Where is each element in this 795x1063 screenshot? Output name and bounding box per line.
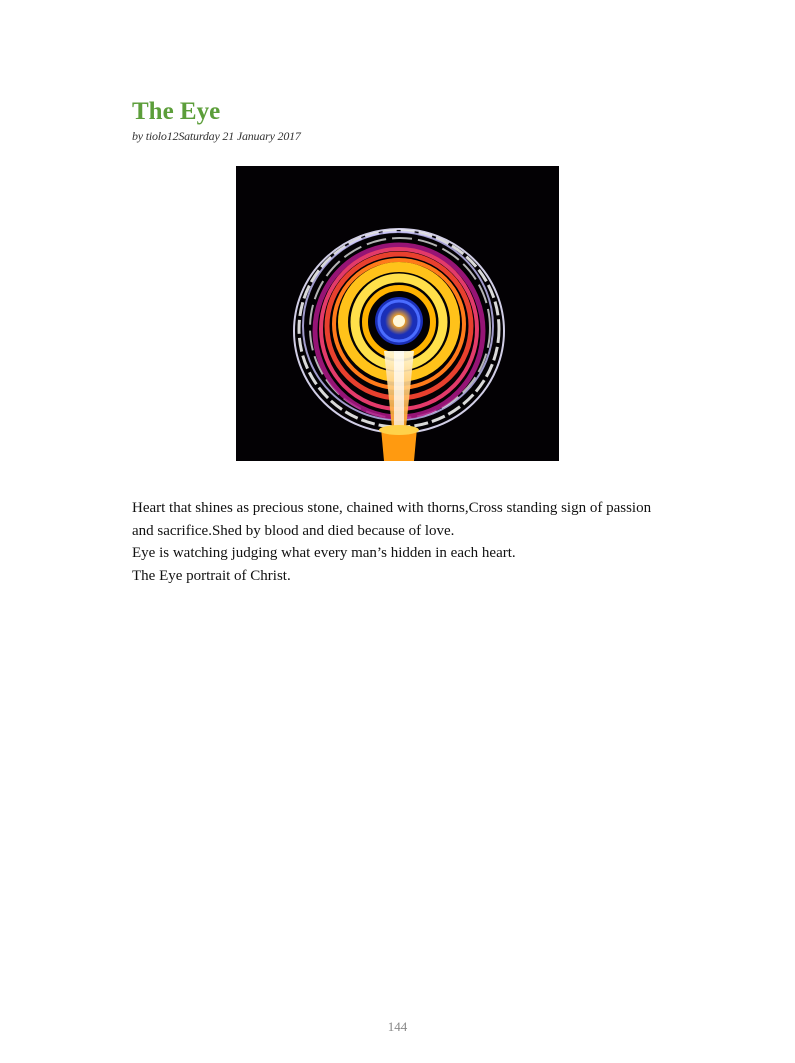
- page-number: 144: [387, 1019, 408, 1034]
- ferris-wheel-light-trails-icon: [236, 166, 559, 461]
- article-photo: [236, 166, 559, 461]
- paragraph: The Eye portrait of Christ.: [132, 567, 291, 584]
- paragraph: Eye is watching judging what every man’s hidden in each heart.: [132, 545, 516, 561]
- article-body: [132, 497, 672, 587]
- paragraph: Heart that shines as precious stone, chained with thorns,Cross standing sign of passion and sacrifice.Shed by blood and died because of love.: [132, 500, 652, 539]
- article-byline: by tiolo12Saturday 21 January 2017: [132, 129, 301, 143]
- article-title: The Eye: [132, 98, 221, 125]
